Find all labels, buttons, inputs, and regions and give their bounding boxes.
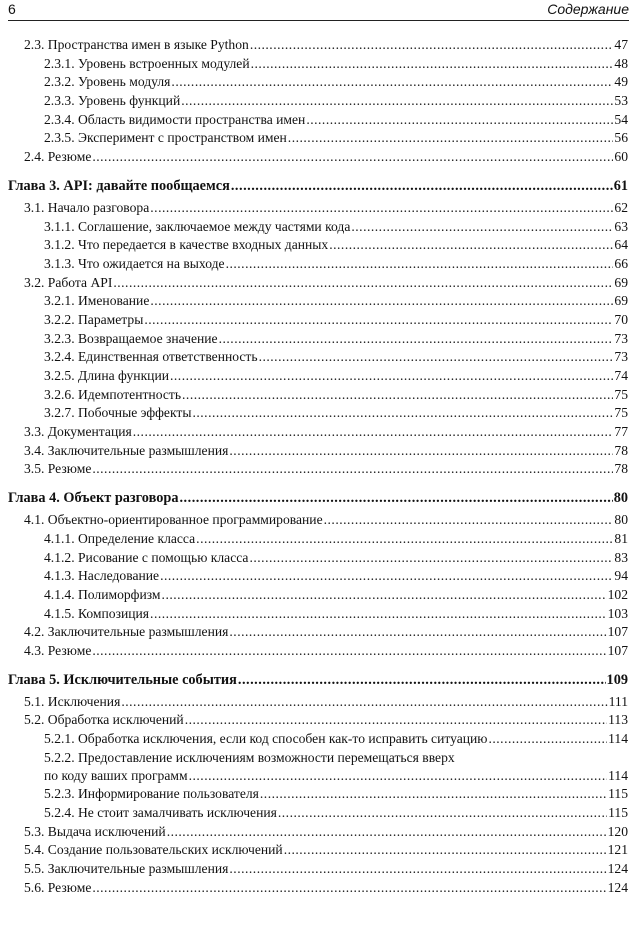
dot-leader: [150, 606, 607, 622]
toc-entry[interactable]: [8, 786, 628, 805]
toc-entry-title: 2.3.2. Уровень модуля: [44, 74, 171, 90]
toc-page-number: 113: [608, 712, 628, 728]
toc-entry[interactable]: [8, 606, 628, 625]
toc-entry[interactable]: [8, 531, 628, 550]
chapter-gap: [8, 480, 628, 490]
dot-leader: [150, 200, 613, 216]
toc-entry-title: 5.2.2. Предоставление исключениям возможности перемещаться вверх: [44, 749, 455, 765]
toc-entry[interactable]: [8, 824, 628, 843]
toc-entry[interactable]: [8, 312, 628, 331]
toc-entry[interactable]: [8, 750, 628, 768]
dot-leader: [278, 805, 607, 821]
toc-entry-title: 2.3. Пространства имен в языке Python: [24, 37, 249, 52]
toc-entry-title: 4.1.4. Полиморфизм: [44, 586, 161, 602]
toc-chapter-entry[interactable]: [8, 490, 628, 512]
toc-page-number: 114: [608, 767, 628, 783]
toc-page-number: 115: [608, 805, 628, 821]
toc-page-number: 94: [614, 568, 628, 584]
toc-page-number: 48: [614, 55, 628, 71]
toc-entry-title: 5.5. Заключительные размышления: [24, 861, 229, 877]
dot-leader: [150, 293, 613, 309]
dot-leader: [92, 880, 606, 896]
toc-entry-title: 3.1. Начало разговора: [24, 199, 150, 215]
dot-leader: [182, 387, 613, 403]
toc-entry-title: 4.1.1. Определение класса: [44, 530, 196, 546]
toc-page-number: 109: [606, 671, 628, 688]
toc-entry[interactable]: [8, 293, 628, 312]
toc-entry[interactable]: [8, 349, 628, 368]
toc-entry-title: 3.2.2. Параметры: [44, 311, 144, 327]
toc-entry-title: 3.2.6. Идемпотентность: [44, 386, 182, 402]
toc-entry-title: 2.3.4. Область видимости пространства имен: [44, 111, 306, 127]
toc-page-number: 62: [614, 199, 628, 215]
toc-page-number: 80: [614, 512, 628, 528]
toc-entry-title: 5.2.4. Не стоит замалчивать исключения: [44, 805, 277, 821]
dot-leader: [238, 672, 606, 689]
toc-page-number: 74: [614, 368, 628, 383]
toc-page-number: 75: [614, 386, 628, 402]
toc-entry[interactable]: [8, 643, 628, 662]
toc-page-number: 53: [614, 93, 628, 109]
toc-page-number: 124: [607, 861, 628, 877]
toc-entry[interactable]: [8, 694, 628, 713]
dot-leader: [185, 712, 607, 728]
toc-entry-title: 4.1.3. Наследование: [44, 568, 160, 584]
toc-entry-title: 2.4. Резюме: [24, 149, 92, 165]
dot-leader: [92, 643, 606, 659]
toc-entry-title: 4.1.5. Композиция: [44, 605, 150, 621]
toc-entry[interactable]: [8, 512, 628, 531]
toc-entry[interactable]: [8, 93, 628, 112]
toc-entry[interactable]: [8, 568, 628, 587]
dot-leader: [167, 824, 607, 840]
toc-entry[interactable]: [8, 130, 628, 149]
toc-chapter-entry[interactable]: [8, 178, 628, 200]
toc-page-number: 114: [608, 731, 628, 746]
dot-leader: [121, 694, 607, 710]
toc-page-number: 70: [614, 311, 628, 327]
toc-page-number: 107: [607, 642, 628, 658]
toc-page-number: 69: [614, 293, 628, 309]
toc-page-number: 81: [614, 530, 628, 546]
toc-page-number: 77: [614, 424, 628, 440]
toc-entry-title: 3.2.3. Возвращаемое значение: [44, 330, 218, 346]
toc-page-number: 54: [614, 111, 628, 127]
dot-leader: [229, 624, 606, 640]
toc-entry[interactable]: [8, 768, 628, 787]
toc-entry-title: 3.3. Документация: [24, 424, 132, 440]
toc-page-number: 107: [607, 624, 628, 640]
toc-entry-title: 3.1.2. Что передается в качестве входных данных: [44, 237, 329, 253]
toc-entry-title: 2.3.1. Уровень встроенных модулей: [44, 55, 250, 71]
toc-entry-title: 5.4. Создание пользовательских исключений: [24, 842, 283, 858]
dot-leader: [113, 275, 613, 291]
toc-entry-title: 5.2.3. Информирование пользователя: [44, 786, 259, 802]
toc-entry-title: 4.1.2. Рисование с помощью класса: [44, 549, 249, 565]
dot-leader: [249, 550, 613, 566]
toc-entry-title: 3.1.3. Что ожидается на выходе: [44, 255, 225, 271]
toc-page-number: 121: [607, 842, 628, 858]
toc-page-number: 61: [613, 177, 628, 194]
toc-entry-title: 3.2.7. Побочные эффекты: [44, 405, 192, 421]
toc-page-number: 47: [614, 37, 628, 52]
toc-entry-title: 4.3. Резюме: [24, 642, 92, 658]
toc-entry[interactable]: [8, 842, 628, 861]
toc-entry[interactable]: [8, 74, 628, 93]
dot-leader: [144, 312, 613, 328]
toc-entry-title: 2.3.3. Уровень функций: [44, 93, 181, 109]
toc-entry-title: 3.2. Работа API: [24, 274, 113, 290]
toc-entry[interactable]: [8, 731, 628, 750]
toc-page-number: 111: [608, 693, 628, 709]
dot-leader: [329, 237, 613, 253]
dot-leader: [179, 490, 612, 507]
toc-page-number: 80: [613, 490, 628, 507]
dot-leader: [219, 331, 614, 347]
toc-page-number: 56: [614, 130, 628, 146]
toc-entry[interactable]: [8, 149, 628, 168]
toc-entry-title: 3.2.1. Именование: [44, 293, 150, 309]
chapter-gap: [8, 662, 628, 672]
toc-page-number: 75: [614, 405, 628, 421]
dot-leader: [488, 731, 607, 747]
toc-entry[interactable]: [8, 387, 628, 406]
table-of-contents: [8, 37, 628, 899]
toc-entry[interactable]: [8, 112, 628, 131]
toc-entry[interactable]: [8, 237, 628, 256]
toc-page-number: 73: [614, 349, 628, 365]
toc-page-number: 73: [614, 330, 628, 346]
toc-page-number: 66: [614, 255, 628, 271]
dot-leader: [160, 568, 613, 584]
toc-entry-title: 5.2.1. Обработка исключения, если код способен как-то исправить ситуацию: [44, 731, 488, 746]
toc-page-number: 78: [614, 442, 628, 458]
toc-entry[interactable]: [8, 805, 628, 824]
toc-entry[interactable]: [8, 275, 628, 294]
toc-page-number: 120: [607, 823, 628, 839]
toc-entry[interactable]: [8, 880, 628, 899]
toc-page-number: 103: [607, 605, 628, 621]
toc-page-number: 69: [614, 274, 628, 290]
toc-entry-title: Глава 5. Исключительные события: [8, 671, 237, 688]
dot-leader: [133, 424, 614, 440]
toc-entry-title: Глава 3. API: давайте пообщаемся: [8, 177, 230, 194]
dot-leader: [92, 149, 613, 165]
toc-entry[interactable]: [8, 624, 628, 643]
toc-entry[interactable]: [8, 37, 628, 56]
chapter-gap: [8, 168, 628, 178]
toc-entry-title: 3.2.4. Единственная ответственность: [44, 349, 258, 365]
dot-leader: [189, 768, 608, 784]
dot-leader: [181, 93, 613, 109]
toc-page-number: 49: [614, 74, 628, 90]
toc-entry[interactable]: [8, 443, 628, 462]
dot-leader: [288, 130, 614, 146]
toc-entry[interactable]: [8, 550, 628, 569]
dot-leader: [324, 512, 614, 528]
toc-entry-title: 5.6. Резюме: [24, 879, 92, 895]
toc-entry-title: 5.3. Выдача исключений: [24, 823, 166, 839]
dot-leader: [231, 178, 613, 195]
toc-entry[interactable]: [8, 331, 628, 350]
toc-entry-title: 3.5. Резюме: [24, 461, 92, 477]
toc-entry-title: Глава 4. Объект разговора: [8, 490, 179, 507]
toc-entry-title: 3.2.5. Длина функции: [44, 368, 169, 383]
running-header: [8, 0, 629, 21]
dot-leader: [226, 256, 614, 272]
dot-leader: [351, 219, 613, 235]
dot-leader: [229, 443, 613, 459]
dot-leader: [250, 37, 614, 53]
dot-leader: [192, 405, 613, 421]
toc-page-number: 78: [614, 461, 628, 477]
dot-leader: [162, 587, 607, 603]
toc-entry-title: по коду ваших программ: [44, 767, 188, 783]
toc-chapter-entry[interactable]: [8, 672, 628, 694]
toc-entry[interactable]: [8, 461, 628, 480]
toc-entry[interactable]: [8, 424, 628, 443]
toc-page-number: 63: [614, 218, 628, 234]
toc-page-number: 124: [607, 879, 628, 895]
toc-entry[interactable]: [8, 56, 628, 75]
toc-entry-title: 5.2. Обработка исключений: [24, 712, 184, 728]
dot-leader: [284, 842, 607, 858]
toc-page-number: 60: [614, 149, 628, 165]
dot-leader: [92, 461, 613, 477]
toc-entry[interactable]: [8, 256, 628, 275]
dot-leader: [251, 56, 614, 72]
toc-entry[interactable]: [8, 712, 628, 731]
page-number: 6: [8, 1, 16, 17]
toc-page-number: 102: [607, 586, 628, 602]
toc-page-number: 83: [614, 549, 628, 565]
dot-leader: [306, 112, 613, 128]
toc-page-number: 64: [614, 237, 628, 253]
dot-leader: [170, 368, 613, 384]
running-title: Содержание: [547, 1, 629, 17]
toc-entry-title: 3.4. Заключительные размышления: [24, 442, 229, 458]
toc-entry[interactable]: [8, 587, 628, 606]
toc-entry[interactable]: [8, 861, 628, 880]
dot-leader: [196, 531, 613, 547]
dot-leader: [259, 349, 614, 365]
dot-leader: [260, 786, 607, 802]
toc-entry[interactable]: [8, 368, 628, 387]
toc-entry-title: 2.3.5. Эксперимент с пространством имен: [44, 130, 287, 146]
toc-entry-title: 4.1. Объектно-ориентированное программирование: [24, 512, 323, 528]
toc-entry-title: 5.1. Исключения: [24, 693, 121, 709]
toc-entry[interactable]: [8, 219, 628, 238]
toc-entry-title: 3.1.1. Соглашение, заключаемое между частями кода: [44, 218, 351, 234]
toc-page-number: 115: [608, 786, 628, 802]
dot-leader: [229, 861, 606, 877]
toc-entry[interactable]: [8, 200, 628, 219]
dot-leader: [171, 74, 613, 90]
toc-entry-title: 4.2. Заключительные размышления: [24, 624, 229, 640]
toc-entry[interactable]: [8, 405, 628, 424]
